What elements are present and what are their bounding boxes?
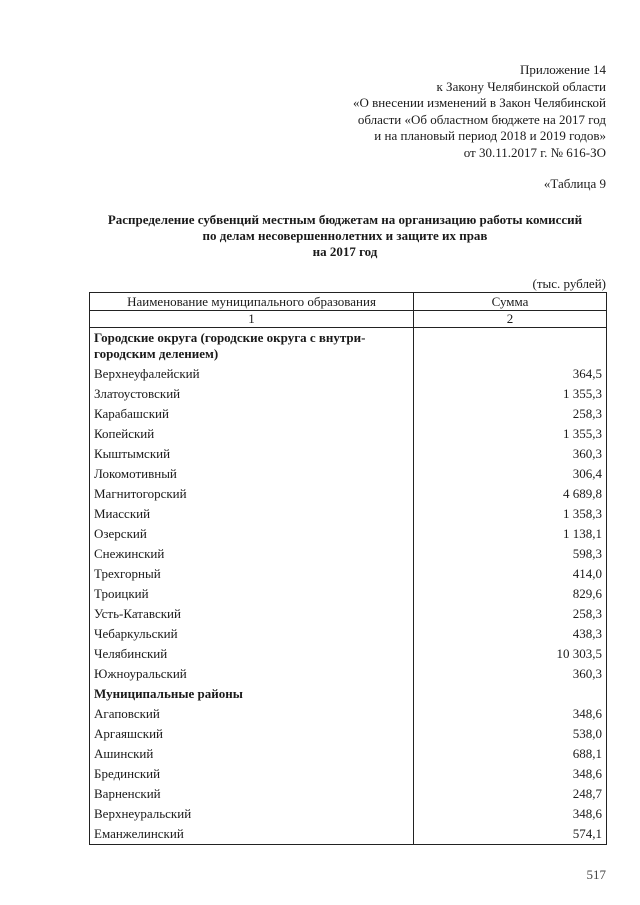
amount-value: 360,3	[414, 444, 607, 464]
amount-value: 688,1	[414, 744, 607, 764]
title-line: по делам несовершеннолетних и защите их прав	[202, 228, 488, 243]
table-row	[90, 664, 607, 684]
table-row	[90, 464, 607, 484]
municipality-name: Еманжелинский	[90, 824, 414, 845]
amount-value: 258,3	[414, 604, 607, 624]
group-row-urban-districts	[90, 328, 607, 365]
units-label: (тыс. рублей)	[532, 276, 606, 291]
table-row	[90, 564, 607, 584]
title-line: на 2017 год	[312, 244, 378, 259]
amount-value: 10 303,5	[414, 644, 607, 664]
table-row	[90, 604, 607, 624]
municipality-name: Трехгорный	[90, 564, 414, 584]
amount-value: 1 355,3	[414, 384, 607, 404]
amount-value: 258,3	[414, 404, 607, 424]
amount-value: 364,5	[414, 364, 607, 384]
header-line: и на плановый период 2018 и 2019 годов»	[374, 128, 606, 143]
municipality-name: Верхнеуфалейский	[90, 364, 414, 384]
group-label-line: Городские округа (городские округа с внутри-	[94, 330, 366, 345]
amount-value: 348,6	[414, 704, 607, 724]
municipality-name: Верхнеуральский	[90, 804, 414, 824]
municipality-name: Аргаяшский	[90, 724, 414, 744]
amount-value: 306,4	[414, 464, 607, 484]
amount-value: 829,6	[414, 584, 607, 604]
group-label: Муниципальные районы	[90, 684, 414, 704]
table-row	[90, 444, 607, 464]
amount-value: 1 138,1	[414, 524, 607, 544]
municipality-name: Кыштымский	[90, 444, 414, 464]
amount-value: 4 689,8	[414, 484, 607, 504]
group-value	[414, 328, 607, 365]
page-number: 517	[586, 867, 606, 882]
municipality-name: Брединский	[90, 764, 414, 784]
municipality-name: Снежинский	[90, 544, 414, 564]
table-row	[90, 584, 607, 604]
table-row	[90, 764, 607, 784]
table-row	[90, 624, 607, 644]
table-row	[90, 644, 607, 664]
table-header-row	[90, 293, 607, 311]
appendix-header	[353, 62, 606, 161]
subvention-table	[89, 292, 607, 845]
column-header-name: Наименование муниципального образования	[90, 293, 414, 311]
table-row	[90, 364, 607, 384]
municipality-name: Златоустовский	[90, 384, 414, 404]
amount-value: 538,0	[414, 724, 607, 744]
municipality-name: Челябинский	[90, 644, 414, 664]
amount-value: 348,6	[414, 804, 607, 824]
table-row	[90, 424, 607, 444]
header-line: области «Об областном бюджете на 2017 год	[357, 111, 606, 127]
group-label-line: городским делением)	[94, 346, 219, 361]
group-row-municipal-districts	[90, 684, 607, 704]
table-label: «Таблица 9	[543, 176, 606, 191]
table-row	[90, 384, 607, 404]
municipality-name: Миасский	[90, 504, 414, 524]
amount-value: 360,3	[414, 664, 607, 684]
municipality-name: Чебаркульский	[90, 624, 414, 644]
table-row	[90, 824, 607, 845]
municipality-name: Локомотивный	[90, 464, 414, 484]
group-label	[90, 328, 414, 365]
municipality-name: Ашинский	[90, 744, 414, 764]
municipality-name: Карабашский	[90, 404, 414, 424]
column-number-2: 2	[414, 311, 607, 328]
amount-value: 348,6	[414, 764, 607, 784]
group-value	[414, 684, 607, 704]
header-line: от 30.11.2017 г. № 616-ЗО	[463, 144, 606, 160]
municipality-name: Озерский	[90, 524, 414, 544]
header-line: Приложение 14	[519, 62, 606, 77]
municipality-name: Южноуральский	[90, 664, 414, 684]
municipality-name: Усть-Катавский	[90, 604, 414, 624]
amount-value: 1 355,3	[414, 424, 607, 444]
amount-value: 1 358,3	[414, 504, 607, 524]
table-row	[90, 704, 607, 724]
column-number-row	[90, 311, 607, 328]
table-row	[90, 744, 607, 764]
table-row	[90, 524, 607, 544]
amount-value: 438,3	[414, 624, 607, 644]
column-header-sum: Сумма	[414, 293, 607, 311]
table-row	[90, 804, 607, 824]
municipality-name: Агаповский	[90, 704, 414, 724]
amount-value: 598,3	[414, 544, 607, 564]
municipality-name: Варненский	[90, 784, 414, 804]
document-title	[70, 212, 620, 260]
table-row	[90, 404, 607, 424]
amount-value: 414,0	[414, 564, 607, 584]
table-row	[90, 484, 607, 504]
table-row	[90, 504, 607, 524]
header-line: к Закону Челябинской области	[436, 78, 606, 94]
header-line: «О внесении изменений в Закон Челябинской	[352, 95, 606, 110]
table-row	[90, 784, 607, 804]
municipality-name: Магнитогорский	[90, 484, 414, 504]
amount-value: 574,1	[414, 824, 607, 845]
municipality-name: Копейский	[90, 424, 414, 444]
municipality-name: Троицкий	[90, 584, 414, 604]
table-row	[90, 544, 607, 564]
table-row	[90, 724, 607, 744]
amount-value: 248,7	[414, 784, 607, 804]
column-number-1: 1	[90, 311, 414, 328]
title-line: Распределение субвенций местным бюджетам на организацию работы комиссий	[107, 212, 583, 227]
